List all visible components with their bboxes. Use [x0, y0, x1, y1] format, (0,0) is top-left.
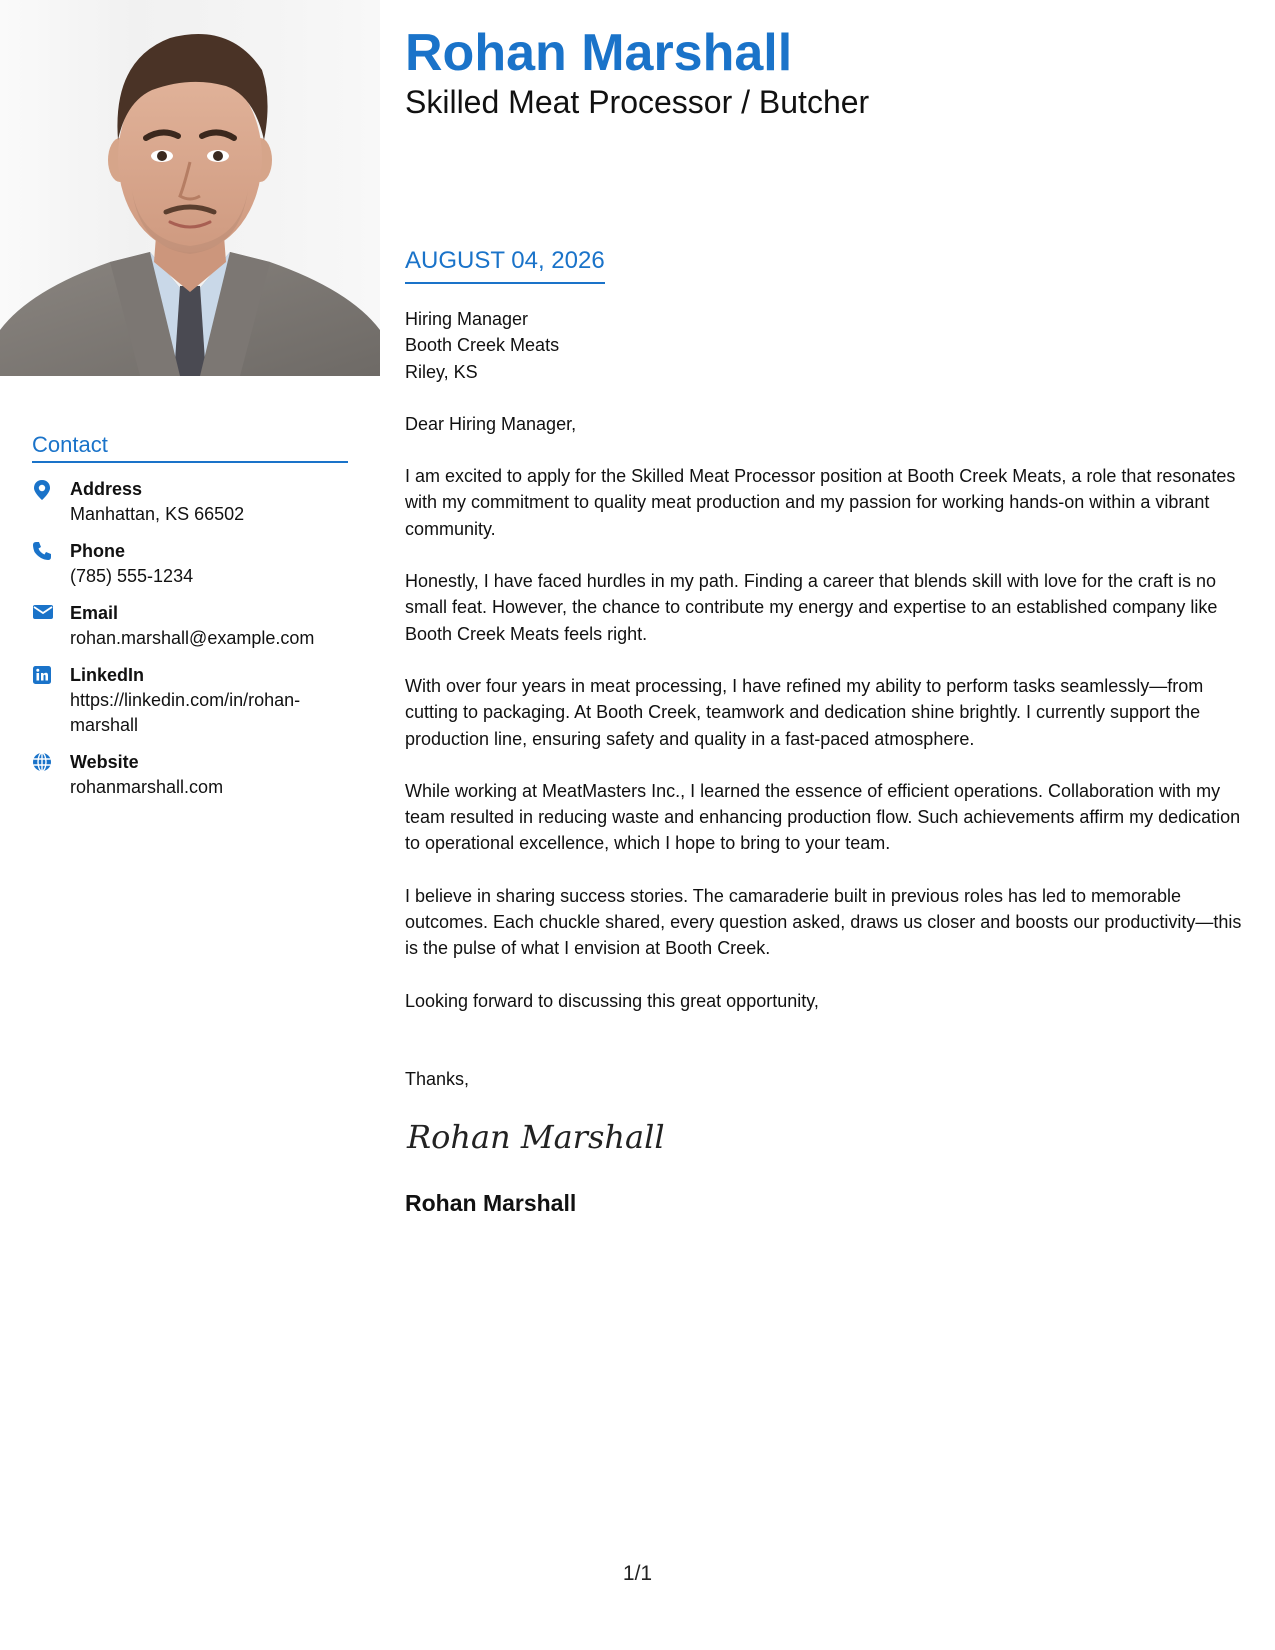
location-pin-icon — [32, 477, 70, 527]
phone-icon — [32, 539, 70, 589]
linkedin-icon — [32, 663, 70, 738]
address-value: Manhattan, KS 66502 — [70, 504, 245, 524]
email-link[interactable]: rohan.marshall@example.com — [70, 628, 315, 648]
job-title: Skilled Meat Processor / Butcher — [405, 84, 870, 120]
paragraph: With over four years in meat processing, I have refined my ability to perform tasks seamlessly—from cutting to packaging. At Booth Creek, teamwork and dedication shine brightly. I currently support the production line, ensuring safety and quality in a fast-paced atmosphere. — [405, 675, 1204, 749]
applicant-name: Rohan Marshall — [405, 24, 793, 82]
page-number: 1/1 — [622, 1562, 653, 1585]
recipient-company: Booth Creek Meats — [405, 335, 560, 356]
letter-date: AUGUST 04, 2026 — [405, 246, 605, 284]
profile-photo — [0, 0, 380, 376]
contact-section-title: Contact — [32, 432, 348, 463]
sign-off-line: Looking forward to discussing this great opportunity, — [405, 990, 819, 1011]
envelope-icon — [32, 601, 70, 651]
paragraph: Honestly, I have faced hurdles in my path. Finding a career that blends skill with love for the craft is no small feat. However, the chance to contribute my energy and expertise to an established company like Booth Creek Meats feels right. — [405, 571, 1218, 644]
recipient-location: Riley, KS — [405, 361, 478, 382]
contact-label: Email — [70, 603, 119, 623]
recipient-title: Hiring Manager — [405, 309, 529, 329]
contact-label: LinkedIn — [70, 665, 145, 685]
signature-text: Rohan Marshall — [407, 1118, 665, 1157]
linkedin-link[interactable]: https://linkedin.com/in/rohan-marshall — [70, 690, 301, 735]
contact-sidebar — [32, 432, 348, 812]
signer-name: Rohan Marshall — [405, 1190, 577, 1217]
contact-label: Address — [70, 479, 143, 499]
contact-item-website — [32, 750, 348, 800]
phone-value[interactable]: (785) 555-1234 — [70, 566, 194, 586]
globe-icon — [32, 750, 70, 800]
salutation: Dear Hiring Manager, — [405, 413, 577, 434]
paragraph: While working at MeatMasters Inc., I learned the essence of efficient operations. Collaboration with my team resulted in reducing waste and enhancing production flow. Such achievements affirm my dedication to operational excellence, which I hope to bring to your team. — [405, 780, 1241, 854]
contact-item-email — [32, 601, 348, 651]
closing: Thanks, — [405, 1068, 470, 1089]
letter-body — [405, 306, 1245, 1217]
website-link[interactable]: rohanmarshall.com — [70, 777, 224, 797]
paragraph: I am excited to apply for the Skilled Meat Processor position at Booth Creek Meats, a role that resonates with my commitment to quality meat production and my passion for working hands-on within a vibrant community. — [405, 466, 1236, 539]
contact-item-address — [32, 477, 348, 527]
handwritten-signature — [405, 1112, 1245, 1162]
contact-item-phone — [32, 539, 348, 589]
paragraph: I believe in sharing success stories. The camaraderie built in previous roles has led to memorable outcomes. Each chuckle shared, every question asked, draws us closer and boosts our productivity—this is the pulse of what I envision at Booth Creek. — [405, 885, 1242, 959]
recipient-block — [405, 306, 1245, 385]
contact-item-linkedin — [32, 663, 348, 738]
contact-label: Website — [70, 752, 139, 772]
contact-label: Phone — [70, 541, 126, 561]
